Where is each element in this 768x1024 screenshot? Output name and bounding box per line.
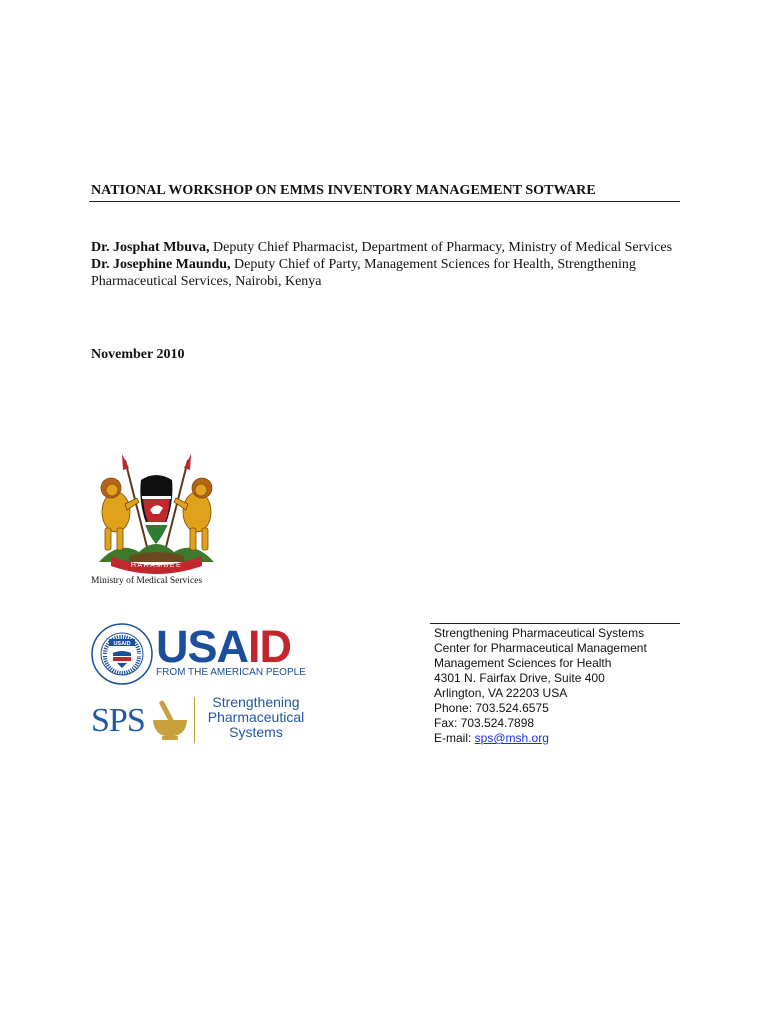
authors-block <box>91 239 691 290</box>
usaid-wordmark-red: ID <box>248 621 292 672</box>
usaid-wordmark <box>156 621 292 672</box>
author-1 <box>91 239 691 256</box>
usaid-tagline: FROM THE AMERICAN PEOPLE <box>156 667 306 678</box>
publication-date: November 2010 <box>91 347 185 362</box>
usaid-seal-text: USAID <box>113 641 131 647</box>
sps-divider <box>194 697 195 743</box>
sps-letters: SPS <box>91 702 145 739</box>
email-link[interactable]: sps@msh.org <box>474 731 549 745</box>
contact-block <box>434 626 647 746</box>
author-2-description: Deputy Chief of Party, Management Sciences for Health, Strengthening Pharmaceutical Services, Nairobi, Kenya <box>91 257 636 289</box>
title-divider <box>89 201 680 202</box>
email-label: E-mail: <box>434 731 475 745</box>
contact-line-msh: Management Sciences for Health <box>434 656 612 670</box>
contact-line-email <box>434 731 647 746</box>
usaid-seal-icon <box>91 623 153 685</box>
crest-motto: HARAMBEE <box>130 562 183 569</box>
author-2-name: Dr. Josephine Maundu, <box>91 257 231 272</box>
sps-name-line-2: Pharmaceutical <box>207 709 305 725</box>
contact-line-org: Strengthening Pharmaceutical Systems <box>434 626 645 640</box>
sps-name <box>201 695 311 740</box>
contact-line-phone: Phone: 703.524.6575 <box>434 701 549 715</box>
sps-name-line-3: Systems <box>229 724 283 740</box>
usaid-wordmark-blue: USA <box>156 621 249 672</box>
author-2 <box>91 256 691 290</box>
sps-name-line-1: Strengthening <box>212 694 300 710</box>
document-title: NATIONAL WORKSHOP ON EMMS INVENTORY MANAGEMENT SOTWARE <box>91 183 596 198</box>
contact-divider <box>430 623 680 624</box>
contact-line-center: Center for Pharmaceutical Management <box>434 641 647 655</box>
contact-line-city: Arlington, VA 22203 USA <box>434 686 568 700</box>
contact-line-fax: Fax: 703.524.7898 <box>434 716 535 730</box>
author-1-name: Dr. Josphat Mbuva, <box>91 240 210 255</box>
crest-caption: Ministry of Medical Services <box>91 576 203 586</box>
author-1-description: Deputy Chief Pharmacist, Department of Pharmacy, Ministry of Medical Services <box>213 240 673 255</box>
mortar-and-pestle-icon <box>150 698 190 742</box>
contact-line-street: 4301 N. Fairfax Drive, Suite 400 <box>434 671 605 685</box>
kenya-coat-of-arms-icon <box>89 452 224 574</box>
